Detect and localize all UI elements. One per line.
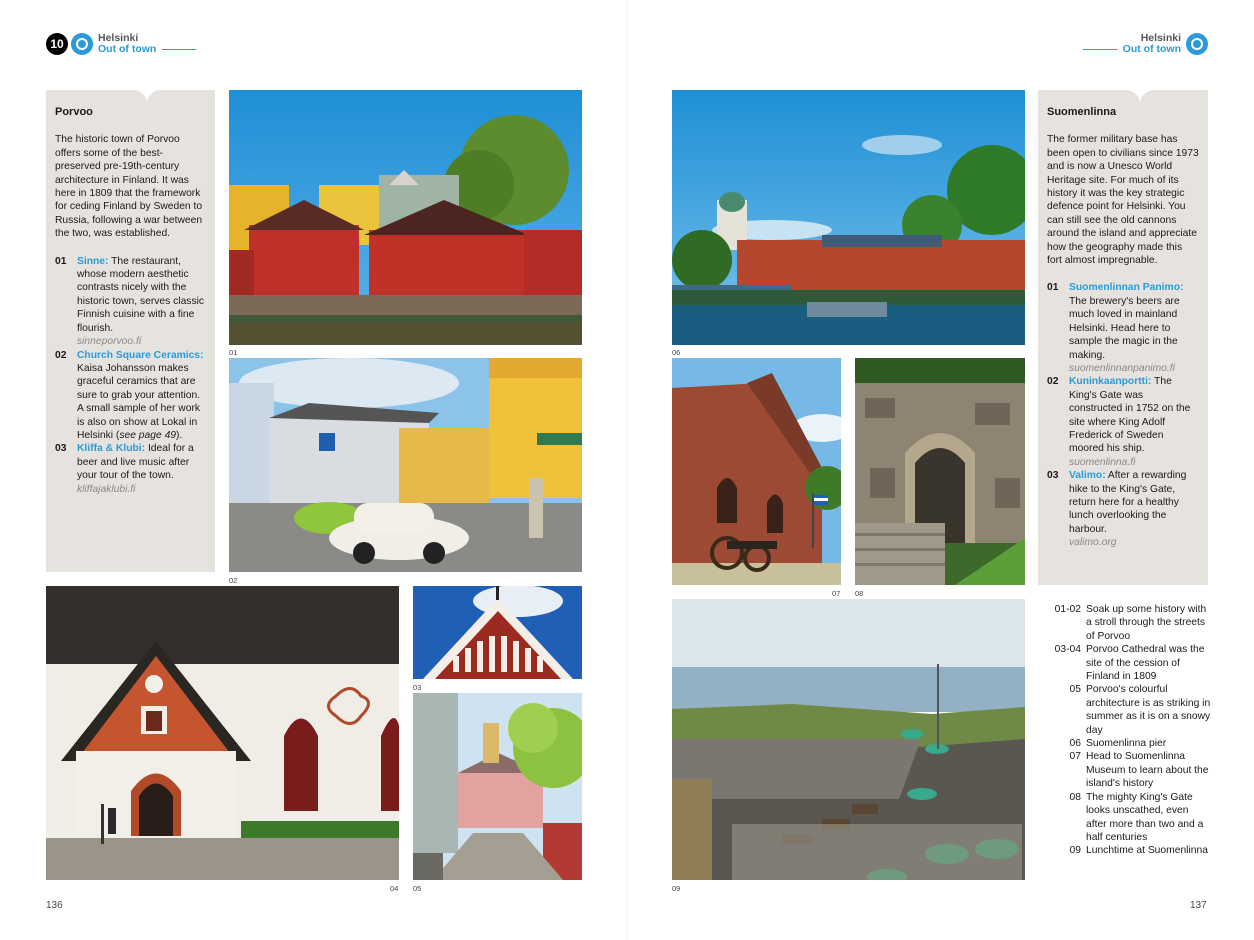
entry-number: 03 [1047, 470, 1059, 482]
header-section: Out of town [1122, 43, 1181, 55]
suomenlinna-entry-03 [1047, 469, 1199, 549]
caption-row [1046, 683, 1211, 737]
caption-row [1046, 750, 1211, 790]
caption-key: 09 [1069, 845, 1081, 857]
photo-suomenlinna-museum [672, 358, 841, 585]
caption-row [1046, 737, 1211, 750]
box-notch [1122, 90, 1158, 104]
header-city: Helsinki [1140, 32, 1181, 44]
photo-label-04: 04 [390, 884, 399, 893]
caption-text: Porvoo Cathedral was the site of the cession of Finland in 1809 [1086, 644, 1205, 683]
porvoo-entry-02 [55, 349, 206, 443]
porvoo-sidebar [46, 90, 215, 572]
header-rule [1083, 49, 1117, 50]
photo-porvoo-cathedral [46, 586, 399, 880]
page-number-left: 136 [46, 900, 63, 911]
suomenlinna-intro: The former military base has been open to civilians since 1973 and is now a Unesco World Heritage site. For much of its history it was the key strategic defence point for Helsinki. You can still see the old cannons around the island and appreciate how the geography made this fort almost impregnable. [1047, 134, 1199, 267]
right-page-header [1083, 33, 1208, 55]
porvoo-entry-03 [55, 442, 206, 496]
photo-label-09: 09 [672, 884, 681, 893]
photo-kings-gate [855, 358, 1025, 585]
entry-text: The brewery's beers are much loved in mainland Helsinki. Head here to sample the magic in the making. [1069, 295, 1180, 361]
suomenlinna-sidebar [1038, 90, 1208, 585]
caption-key: 05 [1069, 684, 1081, 696]
photo-suomenlinna-terrace [672, 599, 1025, 880]
photo-label-05: 05 [413, 884, 422, 893]
photo-label-07: 07 [832, 589, 841, 598]
caption-text: Soak up some history with a stroll through the streets of Porvoo [1086, 604, 1207, 642]
caption-key: 08 [1069, 791, 1081, 803]
caption-key: 06 [1069, 738, 1081, 750]
entry-number: 02 [55, 349, 67, 361]
caption-key: 07 [1069, 751, 1081, 763]
entry-name[interactable]: Sinne: [77, 255, 109, 267]
caption-text: Lunchtime at Suomenlinna [1086, 845, 1208, 857]
photo-label-06: 06 [672, 348, 681, 357]
entry-page-ref: see page 49 [119, 429, 177, 441]
photo-porvoo-riverside-houses [229, 90, 582, 345]
page-number-right: 137 [1190, 900, 1207, 911]
header-rule [162, 49, 196, 50]
suomenlinna-entry-02 [1047, 375, 1199, 469]
entry-url[interactable]: sinneporvoo.fi [77, 336, 142, 348]
photo-porvoo-alley [413, 693, 582, 880]
entry-name[interactable]: Kuninkaanportti: [1069, 376, 1152, 388]
entry-text: Kaisa Johansson makes graceful ceramics that are sure to grab your attention. A small sample of her work is also on show at Lokal in Helsinki ( [77, 362, 201, 441]
caption-text: Suomenlinna pier [1086, 738, 1167, 750]
porvoo-title: Porvoo [55, 106, 93, 118]
caption-text: The mighty King's Gate looks unscathed, even after more than two and a half centuries [1086, 791, 1204, 843]
header-title [98, 33, 156, 55]
entry-url[interactable]: suomenlinna.fi [1069, 456, 1136, 468]
out-of-town-icon [1186, 33, 1208, 55]
entry-name[interactable]: Church Square Ceramics: [77, 349, 204, 361]
entry-name[interactable]: Kliffa & Klubi: [77, 443, 146, 455]
porvoo-entry-01 [55, 255, 206, 349]
entry-number: 02 [1047, 376, 1059, 388]
entry-text-end: ). [176, 429, 183, 441]
chapter-number-badge: 10 [46, 33, 68, 55]
entry-name[interactable]: Valimo: [1069, 470, 1106, 482]
photo-suomenlinna-pier [672, 90, 1025, 345]
caption-text: Head to Suomenlinna Museum to learn about the island's history [1086, 751, 1209, 790]
caption-row [1046, 603, 1211, 643]
caption-row [1046, 844, 1211, 857]
entry-text: The King's Gate was constructed in 1752 on the site where King Adolf Frederick of Sweden moored his ship. [1069, 376, 1191, 455]
left-page-header [46, 33, 196, 55]
caption-row [1046, 643, 1211, 683]
entry-name[interactable]: Suomenlinnan Panimo: [1069, 282, 1184, 294]
page-fold [626, 0, 628, 940]
photo-label-02: 02 [229, 576, 238, 585]
entry-text: After a rewarding hike to the King's Gate, return here for a healthy lunch overlooking the harbour. [1069, 470, 1187, 535]
entry-number: 03 [55, 443, 67, 455]
photo-label-08: 08 [855, 589, 864, 598]
photo-label-01: 01 [229, 348, 238, 357]
entry-number: 01 [55, 255, 67, 267]
entry-text: The restaurant, whose modern aesthetic contrasts nicely with the historic town, serves classic Finnish cuisine with a fine flourish. [77, 255, 205, 334]
entry-url[interactable]: valimo.org [1069, 537, 1117, 549]
entry-url[interactable]: suomenlinnanpanimo.fi [1069, 362, 1175, 374]
porvoo-intro: The historic town of Porvoo offers some of the best-preserved pre-19th-century architecture in Finland. It was here in 1809 that the framework for ceding Finland by Sweden to Russia, following a war between the two, was established. [55, 134, 203, 240]
photo-porvoo-street-car [229, 358, 582, 572]
header-section: Out of town [98, 43, 157, 55]
caption-key: 03-04 [1054, 644, 1081, 656]
photo-captions-list [1046, 603, 1211, 858]
suomenlinna-entry-01 [1047, 281, 1199, 375]
box-notch [129, 90, 165, 104]
photo-label-03: 03 [413, 683, 422, 692]
out-of-town-icon [71, 33, 93, 55]
entry-number: 01 [1047, 282, 1059, 294]
caption-text: Porvoo's colourful architecture is as striking in summer as it is on a snowy day [1086, 684, 1211, 736]
entry-url[interactable]: kliffajaklubi.fi [77, 483, 136, 495]
header-city: Helsinki [98, 32, 139, 44]
suomenlinna-title: Suomenlinna [1047, 106, 1117, 118]
caption-row [1046, 791, 1211, 845]
entry-text: Ideal for a beer and live music after your tour of the town. [77, 443, 194, 482]
photo-cathedral-gable [413, 586, 582, 679]
header-title [1123, 33, 1181, 55]
caption-key: 01-02 [1054, 604, 1081, 615]
